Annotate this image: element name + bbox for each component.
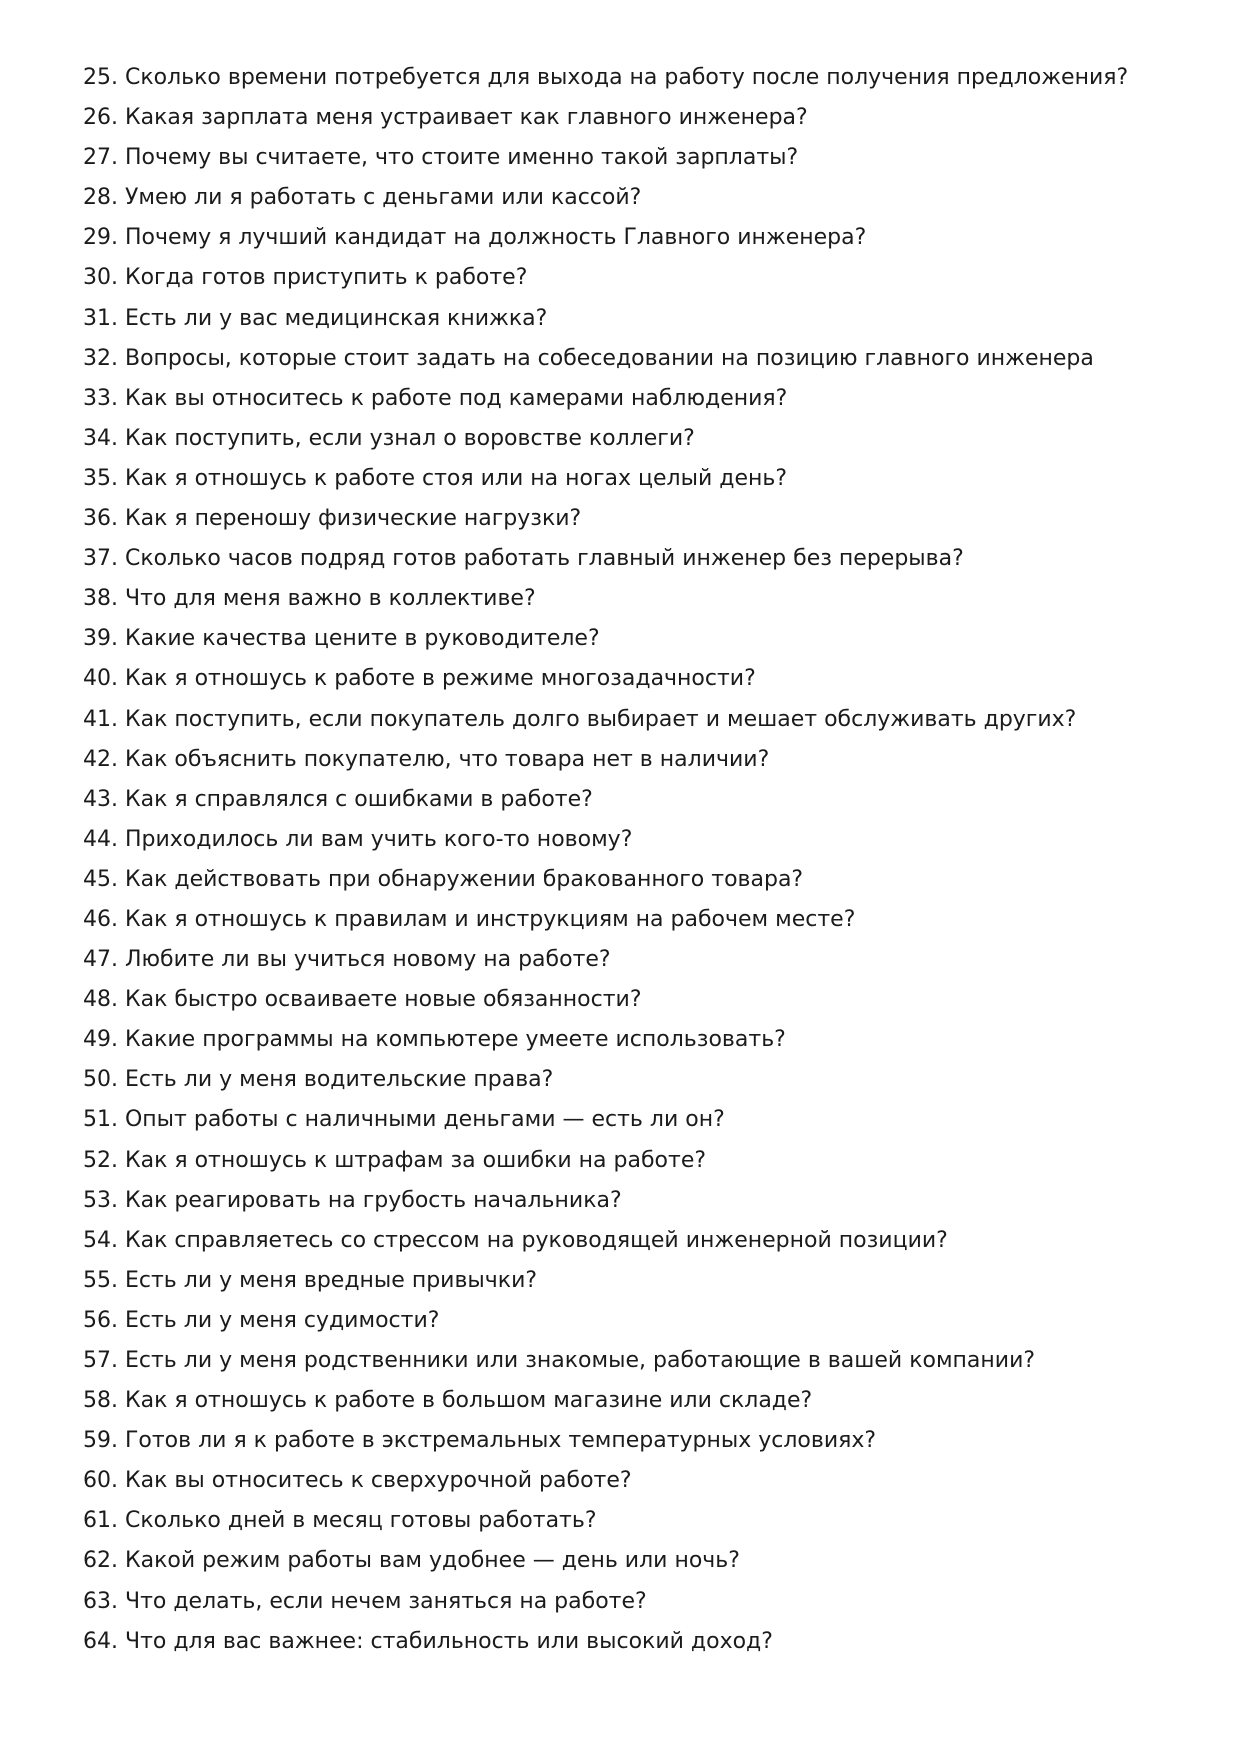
list-item: 37. Сколько часов подряд готов работать главный инженер без перерыва? xyxy=(83,546,964,572)
list-item: 60. Как вы относитесь к сверхурочной работе? xyxy=(83,1468,632,1494)
list-item: 27. Почему вы считаете, что стоите именно такой зарплаты? xyxy=(83,145,799,171)
list-item: 49. Какие программы на компьютере умеете использовать? xyxy=(83,1027,786,1053)
list-item: 48. Как быстро осваиваете новые обязанности? xyxy=(83,987,642,1013)
list-item: 62. Какой режим работы вам удобнее — день или ночь? xyxy=(83,1548,740,1574)
list-item: 51. Опыт работы с наличными деньгами — есть ли он? xyxy=(83,1107,725,1133)
list-item: 28. Умею ли я работать с деньгами или кассой? xyxy=(83,185,642,211)
list-item: 46. Как я отношусь к правилам и инструкциям на рабочем месте? xyxy=(83,906,856,932)
list-item: 45. Как действовать при обнаружении бракованного товара? xyxy=(83,866,804,892)
list-item: 47. Любите ли вы учиться новому на работе? xyxy=(83,947,611,973)
list-item: 54. Как справляетесь со стрессом на руководящей инженерной позиции? xyxy=(83,1227,948,1253)
list-item: 31. Есть ли у вас медицинская книжка? xyxy=(83,305,548,331)
list-item: 63. Что делать, если нечем заняться на работе? xyxy=(83,1588,647,1614)
list-item: 56. Есть ли у меня судимости? xyxy=(83,1307,440,1333)
list-item: 52. Как я отношусь к штрафам за ошибки на работе? xyxy=(83,1147,707,1173)
list-item: 59. Готов ли я к работе в экстремальных температурных условиях? xyxy=(83,1428,877,1454)
list-item: 25. Сколько времени потребуется для выхода на работу после получения предложения? xyxy=(83,65,1129,90)
list-item: 64. Что для вас важнее: стабильность или высокий доход? xyxy=(83,1628,773,1654)
list-item: 40. Как я отношусь к работе в режиме многозадачности? xyxy=(83,666,756,692)
list-item: 58. Как я отношусь к работе в большом магазине или складе? xyxy=(83,1388,813,1414)
list-item: 61. Сколько дней в месяц готовы работать? xyxy=(83,1508,597,1534)
list-item: 43. Как я справлялся с ошибками в работе? xyxy=(83,786,593,812)
list-item: 57. Есть ли у меня родственники или знакомые, работающие в вашей компании? xyxy=(83,1348,1036,1373)
list-item: 50. Есть ли у меня водительские права? xyxy=(83,1067,554,1093)
list-item: 30. Когда готов приступить к работе? xyxy=(83,265,528,291)
list-item: 34. Как поступить, если узнал о воровстве коллеги? xyxy=(83,425,695,451)
list-item: 53. Как реагировать на грубость начальника? xyxy=(83,1187,622,1213)
question-list xyxy=(83,58,1183,1662)
list-item: 36. Как я переношу физические нагрузки? xyxy=(83,506,582,532)
list-item: 39. Какие качества цените в руководителе? xyxy=(83,626,600,652)
list-item: 44. Приходилось ли вам учить кого-то новому? xyxy=(83,826,633,852)
list-item: 26. Какая зарплата меня устраивает как главного инженера? xyxy=(83,105,808,131)
list-item: 41. Как поступить, если покупатель долго выбирает и мешает обслуживать других? xyxy=(83,706,1077,732)
list-item: 33. Как вы относитесь к работе под камерами наблюдения? xyxy=(83,385,788,411)
list-item: 29. Почему я лучший кандидат на должность Главного инженера? xyxy=(83,225,867,251)
list-item: 55. Есть ли у меня вредные привычки? xyxy=(83,1267,538,1293)
list-item: 32. Вопросы, которые стоит задать на собеседовании на позицию главного инженера xyxy=(83,345,1094,371)
list-item: 38. Что для меня важно в коллективе? xyxy=(83,586,536,612)
list-item: 42. Как объяснить покупателю, что товара нет в наличии? xyxy=(83,746,770,772)
list-item: 35. Как я отношусь к работе стоя или на ногах целый день? xyxy=(83,465,788,491)
